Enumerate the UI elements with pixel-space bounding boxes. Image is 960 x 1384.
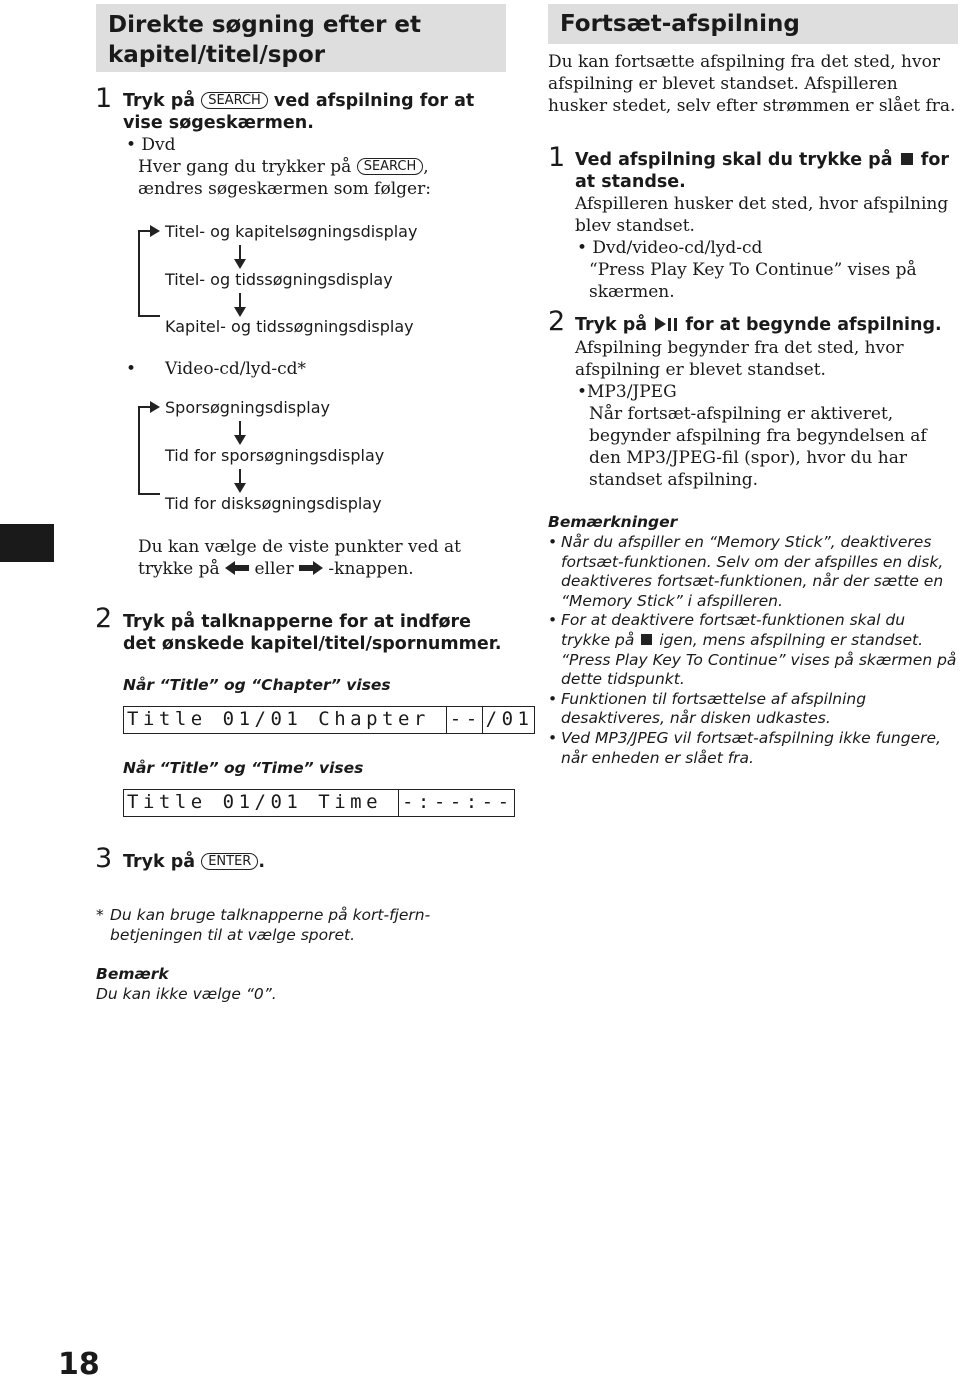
down-arrow-icon	[234, 293, 246, 317]
step-1-number: 1	[95, 83, 113, 114]
display-1-caption: Når “Title” og “Chapter” vises	[123, 676, 391, 694]
stop-icon	[901, 153, 913, 165]
choose-line-2	[138, 558, 414, 580]
dvd-line-1	[138, 156, 508, 178]
footnote-mark: *	[96, 906, 104, 924]
heading-text: Direkte søgning efter et kapitel/titel/spor	[108, 12, 422, 68]
display-2-caption: Når “Title” og “Time” vises	[123, 759, 364, 777]
step-1-bullet: • Dvd/video-cd/lyd-cd	[577, 238, 763, 258]
choose-pre: trykke på	[138, 559, 220, 579]
step-3-text	[123, 851, 265, 873]
right-arrow-icon	[299, 561, 323, 575]
lcd-cell: Title 01/01 Chapter	[123, 706, 447, 734]
flow-1-loop-bottom	[138, 315, 160, 317]
step-1-text-pre: Tryk på	[123, 91, 196, 111]
note-text: Du kan ikke vælge “0”.	[96, 985, 277, 1003]
step-2-text: Tryk på talknapperne for at indføre det ønskede kapitel/titel/spornummer.	[123, 612, 502, 654]
flow-1-item: Titel- og tidssøgningsdisplay	[165, 270, 393, 289]
step-2-text-pre: Tryk på	[575, 315, 648, 335]
down-arrow-icon	[234, 469, 246, 493]
step-2-text-post: for at begynde afspilning.	[685, 315, 942, 335]
list-item: • Funktionen til fortsættelse af afspilning desaktiveres, når disken udkastes.	[548, 690, 958, 729]
notes-list	[548, 533, 958, 768]
lcd-display-title-chapter	[123, 706, 535, 734]
flow-2-item: Tid for sporsøgningsdisplay	[165, 446, 385, 465]
choose-mid: eller	[254, 559, 294, 579]
flow-1-loop-vertical	[138, 230, 140, 316]
note-text-pre: For at deaktivere fortsæt-funktionen skal du trykke på	[561, 611, 906, 649]
note-text-post: igen, mens afspilning er standset. “Press Play Key To Continue” vises på skærmen på dette tidspunkt.	[561, 630, 957, 689]
dvd-line-1-pre: Hver gang du trykker på	[138, 157, 352, 177]
step-1-text-pre: Ved afspilning skal du trykke på	[575, 150, 893, 170]
step-1-text-post: for at standse.	[575, 150, 949, 192]
step-3-text-pre: Tryk på	[123, 852, 196, 872]
resume-intro: Du kan fortsætte afspilning fra det sted, hvor afspilning er blevet standset. Afspilleren husker stedet, selv efter strømmen er slået fra.	[548, 52, 956, 116]
step-2-bullet-text: Når fortsæt-afspilning er aktiveret, begynder afspilning fra begyndelsen af den MP3/JPEG-fil (spor), hvor du har standset afspilning.	[589, 404, 927, 490]
flow-2-loop-bottom	[138, 493, 160, 495]
step-2-number: 2	[95, 603, 113, 634]
step-2-text	[575, 314, 960, 336]
step-2-bullet: •MP3/JPEG	[577, 382, 677, 402]
dvd-line-1-post: ,	[423, 157, 429, 177]
lcd-cell: -:--:--	[399, 789, 515, 817]
flow-1-arrowhead	[150, 225, 160, 237]
search-key: SEARCH	[201, 92, 268, 109]
flow-1-item: Titel- og kapitelsøgningsdisplay	[165, 222, 418, 241]
flow-1-item: Kapitel- og tidssøgningsdisplay	[165, 317, 414, 336]
step-2-body: Afspilning begynder fra det sted, hvor afspilning er blevet standset.	[575, 338, 904, 380]
down-arrow-icon	[234, 245, 246, 269]
note-title: Bemærk	[96, 965, 169, 983]
step-1-text	[123, 90, 503, 134]
flow-2-item: Sporsøgningsdisplay	[165, 398, 330, 417]
choose-line-1: Du kan vælge de viste punkter ved at	[138, 537, 461, 557]
lcd-cell: /01	[483, 706, 535, 734]
dvd-bullet: • Dvd	[126, 135, 176, 155]
lcd-cell: --	[447, 706, 483, 734]
list-item	[548, 611, 958, 689]
down-arrow-icon	[234, 421, 246, 445]
list-item: • Når du afspiller en “Memory Stick”, deaktiveres fortsæt-funktionen. Selv om der afspilles en disk, deaktiveres fortsæt-funktionen, når der sætte en “Memory Stick” i afspilleren.	[548, 533, 958, 611]
vcd-label: Video-cd/lyd-cd*	[165, 359, 307, 379]
section-heading-resume-play	[548, 4, 958, 44]
list-item: • Ved MP3/JPEG vil fortsæt-afspilning ikke fungere, når enheden er slået fra.	[548, 729, 958, 768]
flow-2-loop-vertical	[138, 406, 140, 494]
footnote: Du kan bruge talknapperne på kort-fjern-betjeningen til at vælge sporet.	[110, 906, 431, 944]
notes-title: Bemærkninger	[548, 513, 678, 531]
step-3-number: 3	[95, 843, 113, 874]
heading-text: Fortsæt-afspilning	[560, 11, 800, 37]
vcd-bullet: •	[126, 359, 137, 379]
section-tab-marker	[0, 524, 54, 562]
flow-2-item: Tid for disksøgningsdisplay	[165, 494, 382, 513]
choose-post: -knappen.	[328, 559, 414, 579]
step-1-number: 1	[548, 142, 566, 173]
step-1-bullet-text: “Press Play Key To Continue” vises på skærmen.	[589, 260, 917, 302]
left-arrow-icon	[225, 561, 249, 575]
pause-icon	[668, 318, 677, 331]
step-2-number: 2	[548, 306, 566, 337]
step-3-text-post: .	[258, 852, 266, 872]
dvd-line-2: ændres søgeskærmen som følger:	[138, 179, 431, 199]
section-heading-direct-search	[96, 4, 506, 72]
step-1-text-post: ved afspilning for at vise søgeskærmen.	[123, 91, 475, 133]
lcd-cell: Title 01/01 Time	[123, 789, 399, 817]
search-key-inline: SEARCH	[357, 158, 424, 175]
enter-key: ENTER	[201, 853, 258, 870]
step-1-body: Afspilleren husker det sted, hvor afspilning blev standset.	[575, 194, 949, 236]
page-number: 18	[58, 1347, 100, 1382]
play-icon	[655, 317, 666, 331]
stop-icon	[641, 634, 652, 645]
step-1-text	[575, 149, 960, 193]
flow-2-arrowhead	[150, 401, 160, 413]
lcd-display-title-time	[123, 789, 515, 817]
